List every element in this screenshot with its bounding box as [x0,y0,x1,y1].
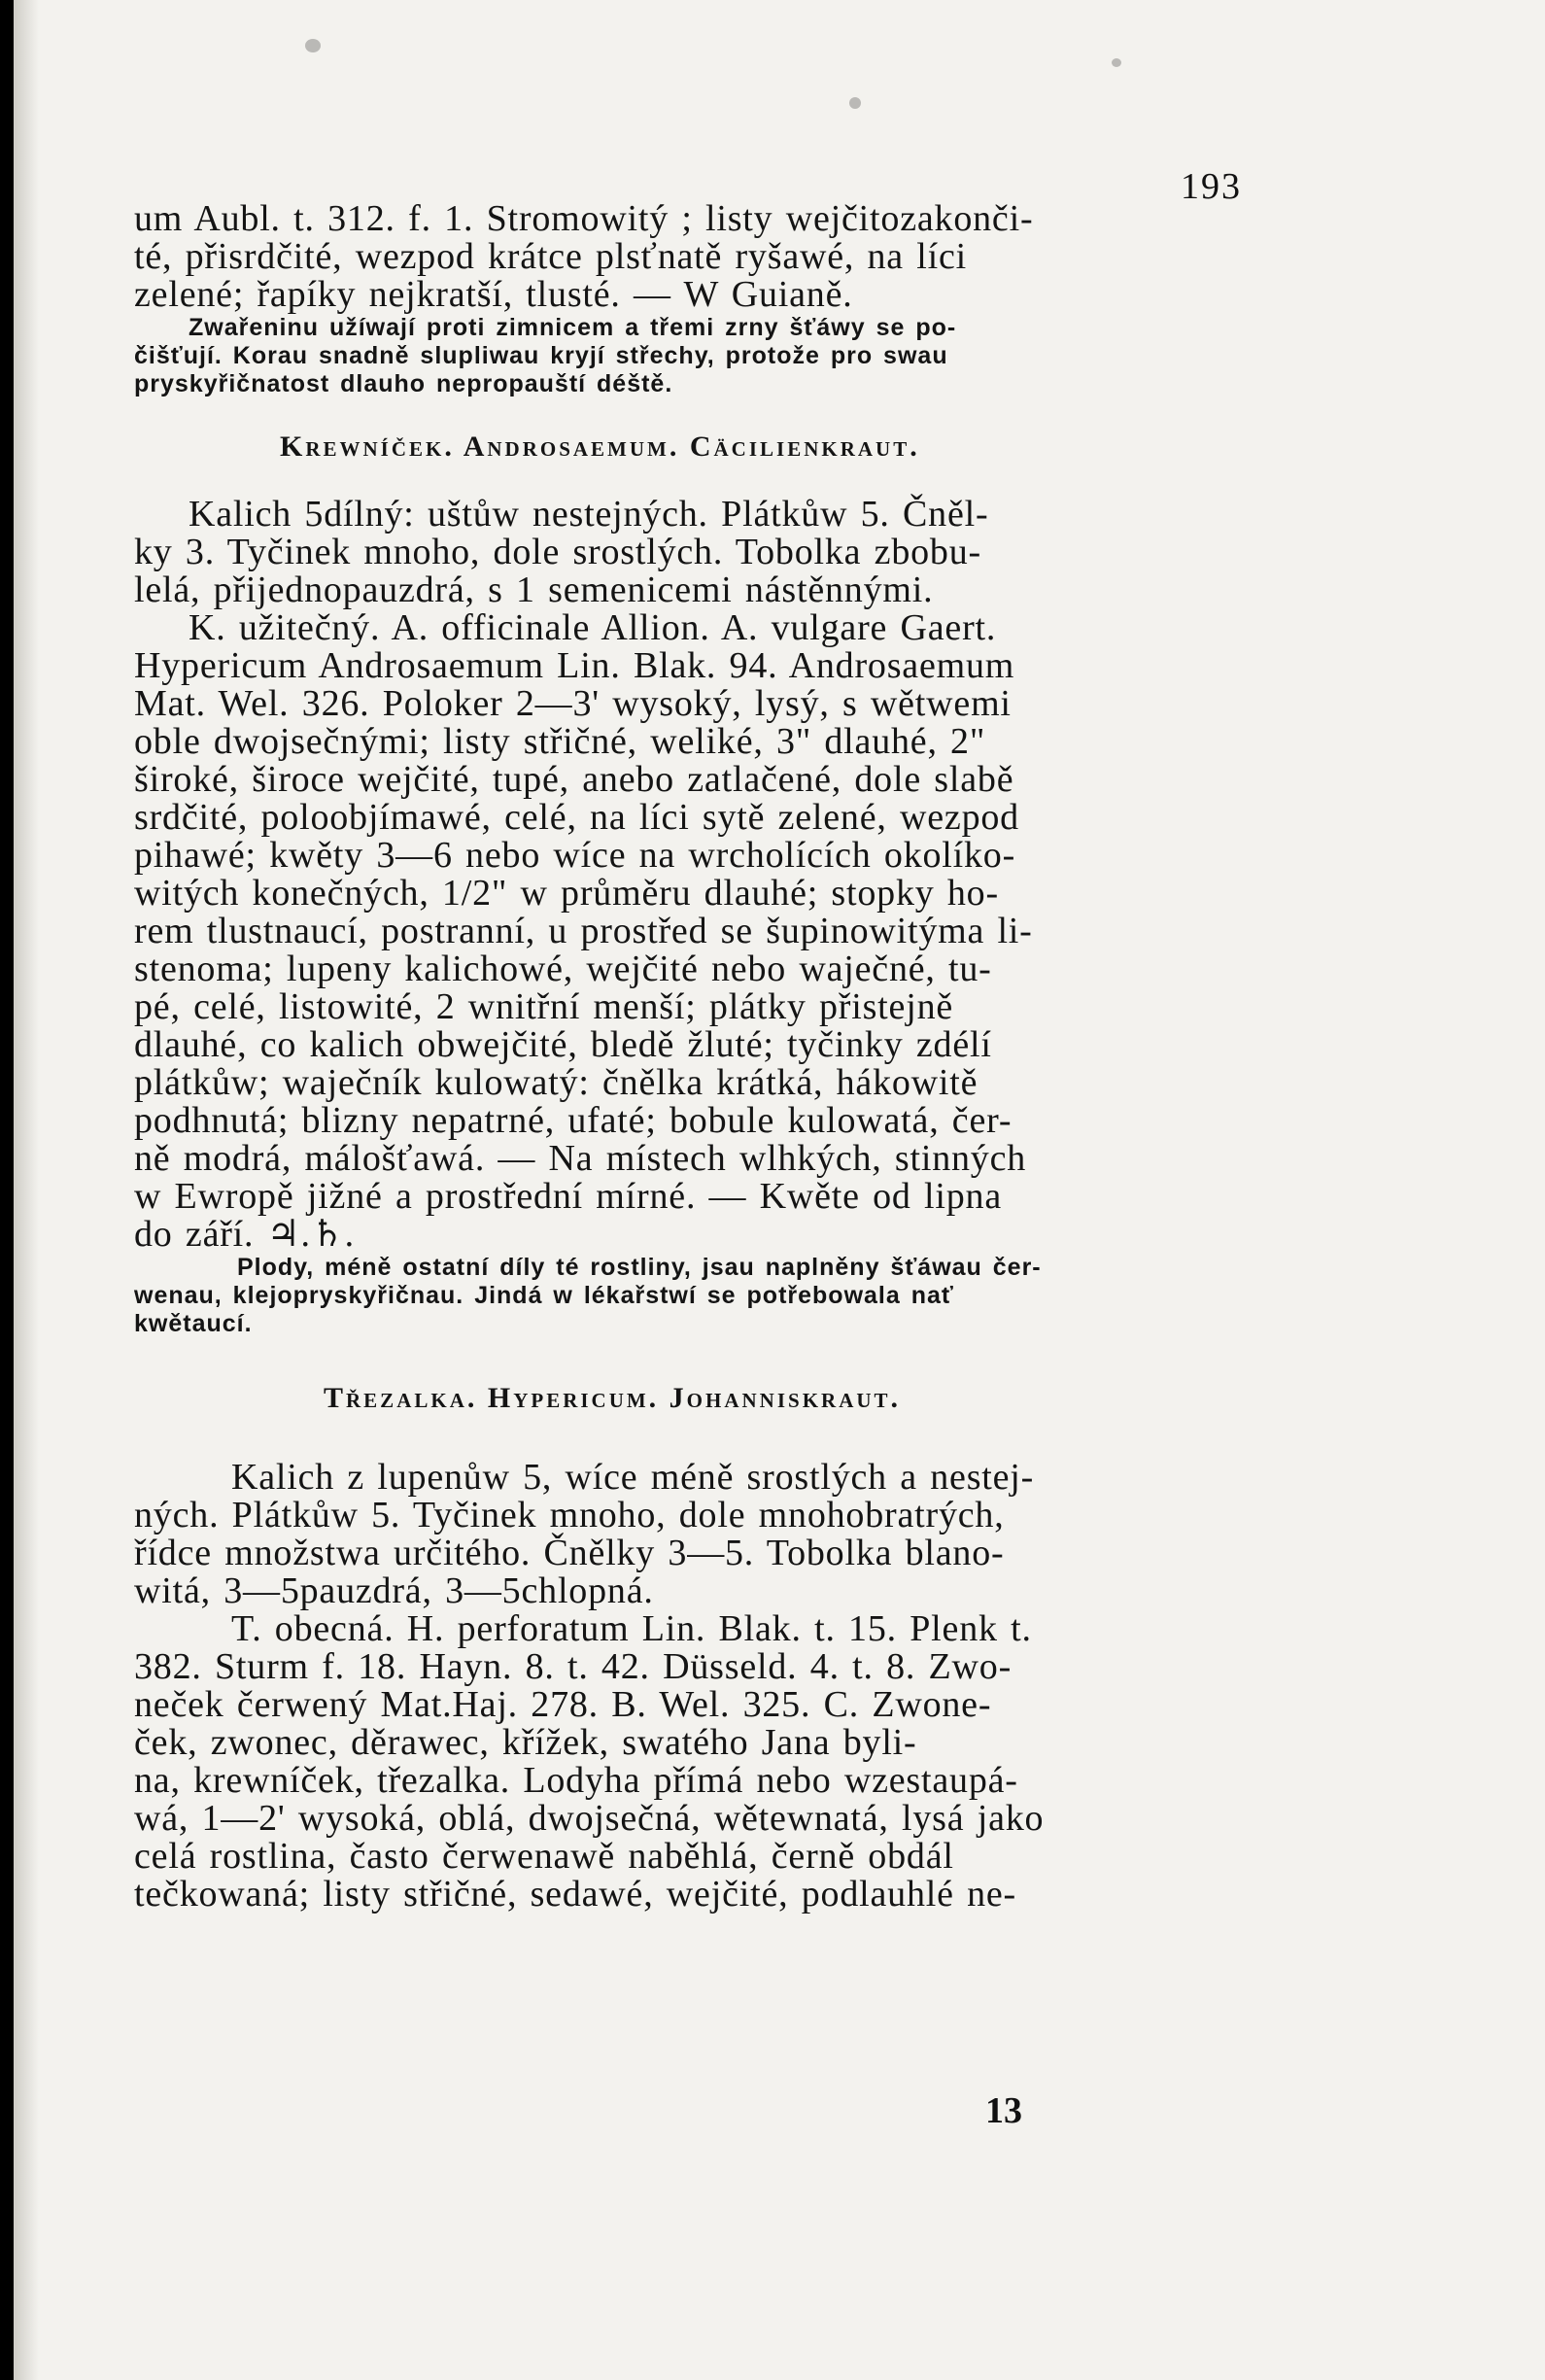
text-line: tečkowaná; listy střičné, sedawé, wejčité, podlauhlé ne- [134,1874,1016,1914]
small-line: Plody, méně ostatní díly té rostliny, jsau naplněny šťáwau čer- [237,1254,1042,1281]
text-line: Kalich 5dílný: uštůw nestejných. Plátkůw 5. Čněl- [189,494,989,535]
text-line: neček čerwený Mat.Haj. 278. B. Wel. 325. C. Zwone- [134,1684,992,1725]
footnote-small-print [134,1254,1213,1338]
text-line: široké, široce wejčité, tupé, anebo zatlačené, dole slabě [134,759,1014,800]
small-line: kwětaucí. [134,1310,253,1337]
footnote-small-print [134,314,1213,398]
text-line: pé, celé, listowité, 2 wnitřní menší; plátky přistejně [134,986,954,1027]
text-line: ných. Plátkůw 5. Tyčinek mnoho, dole mnohobratrých, [134,1495,1005,1535]
signature-mark: 13 [985,2090,1022,2131]
paragraph-continuation [134,200,1213,314]
text-line: oble dwojsečnými; listy střičné, weliké, 3" dlauhé, 2" [134,721,986,762]
text-line: celá rostlina, často čerwenawě naběhlá, černě obdál [134,1836,954,1877]
text-line: plátkůw; waječník kulowatý: čnělka krátká, hákowitě [134,1062,978,1103]
text-column [134,200,1213,1914]
small-line: čišťují. Korau snadně slupliwau kryjí střechy, protože pro swau [134,342,948,369]
genus-heading: Krewníček. Androsaemum. Cäcilienkraut. [280,431,920,463]
text-line: w Ewropě jižné a prostřední mírné. — Kwěte od lipna [134,1176,1003,1217]
small-line: wenau, klejopryskyřičnau. Jindá w lékařstwí se potřebowala nať [134,1282,954,1309]
text-line: na, krewníček, třezalka. Lodyha přímá nebo wzestaupá- [134,1760,1018,1801]
text-line: witá, 3—5pauzdrá, 3—5chlopná. [134,1570,654,1611]
text-line: Hypericum Androsaemum Lin. Blak. 94. Androsaemum [134,645,1015,686]
small-line: pryskyřičnatost dlauho nepropauští déště. [134,370,673,397]
ink-blot [849,97,861,109]
text-line: zelené; řapíky nejkratší, tlusté. — W Guianě. [134,274,853,315]
text-line: K. užitečný. A. officinale Allion. A. vulgare Gaert. [189,607,997,648]
text-line: rem tlustnaucí, postranní, u prostřed se šupinowitýma li- [134,911,1033,951]
text-line: té, přisrdčité, wezpod krátce plsťnatě ryšawé, na líci [134,236,968,277]
genus-description [134,1459,1213,1914]
text-line: dlauhé, co kalich obwejčité, bledě žluté; tyčinky zdélí [134,1024,992,1065]
text-line: T. obecná. H. perforatum Lin. Blak. t. 15. Plenk t. [231,1608,1032,1649]
text-line: ně modrá, málošťawá. — Na místech wlhkých, stinných [134,1138,1027,1179]
text-line: řídce množstwa určitého. Čnělky 3—5. Tobolka blano- [134,1533,1005,1573]
text-line: lelá, přijednopauzdrá, s 1 semenicemi nástěnnými. [134,569,934,610]
text-line: do září. ♃.♄. [134,1214,355,1255]
genus-heading: Třezalka. Hypericum. Johanniskraut. [324,1382,902,1414]
text-line: witých konečných, 1/2" w průměru dlauhé; stopky ho- [134,873,999,914]
ink-blot [305,39,321,52]
ink-blot [1112,58,1121,67]
text-line: podhnutá; blizny nepatrné, ufaté; bobule kulowatá, čer- [134,1100,1013,1141]
text-line: ky 3. Tyčinek mnoho, dole srostlých. Tobolka zbobu- [134,532,981,572]
text-line: Kalich z lupenůw 5, wíce méně srostlých a nestej- [231,1457,1035,1498]
text-line: ček, zwonec, děrawec, křížek, swatého Jana byli- [134,1722,917,1763]
small-line: Zwařeninu užíwají proti zimnicem a třemi zrny šťáwy se po- [189,314,957,341]
book-page [14,0,1545,2380]
page-gutter-shadow [14,0,39,2380]
text-line: pihawé; kwěty 3—6 nebo wíce na wrcholících okolíko- [134,835,1016,876]
text-line: srdčité, poloobjímawé, celé, na líci sytě zelené, wezpod [134,797,1019,838]
text-line: Mat. Wel. 326. Poloker 2—3' wysoký, lysý, s wětwemi [134,683,1012,724]
text-line: 382. Sturm f. 18. Hayn. 8. t. 42. Düsseld. 4. t. 8. Zwo- [134,1646,1013,1687]
text-line: um Aubl. t. 312. f. 1. Stromowitý ; listy wejčitozakonči- [134,198,1034,239]
page-number: 193 [1181,166,1242,207]
genus-description [134,496,1213,1254]
text-line: stenoma; lupeny kalichowé, wejčité nebo waječné, tu- [134,949,992,989]
text-line: wá, 1—2' wysoká, oblá, dwojsečná, wětewnatá, lysá jako [134,1798,1045,1839]
